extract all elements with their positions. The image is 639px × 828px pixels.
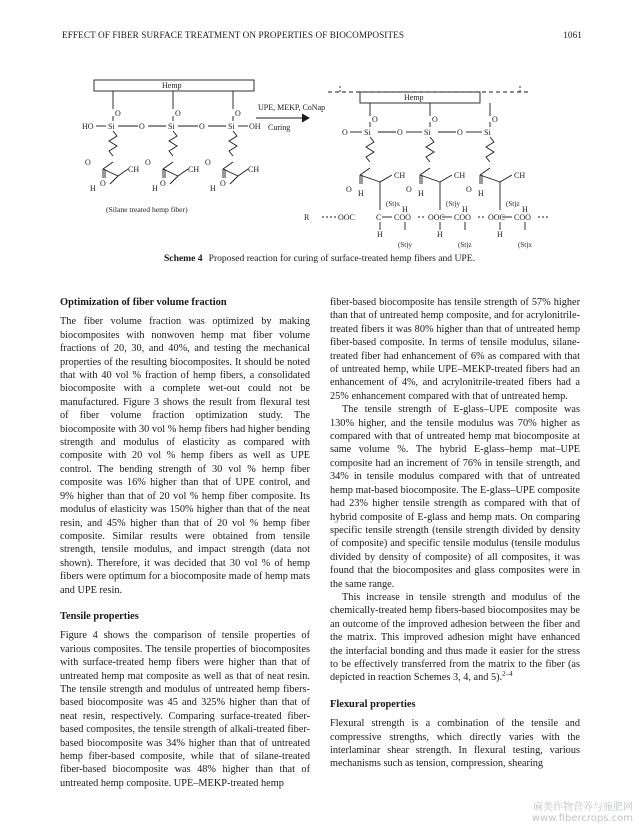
- svg-text:HO: HO: [82, 122, 94, 131]
- watermark: [532, 802, 633, 824]
- svg-text:O: O: [372, 115, 378, 124]
- svg-text:(St)x: (St)x: [518, 241, 532, 249]
- scheme-caption: [0, 253, 639, 264]
- silane-label: (Silane treated hemp fiber): [106, 205, 188, 214]
- svg-text:O: O: [160, 179, 166, 188]
- watermark-line-1: 麻类作物营养与施肥网: [533, 802, 633, 813]
- paragraph-eglass: The tensile strength of E-glass–UPE composite was 130% higher, and the tensile modulus was 70% higher as compared with that of untreated hemp mat biocomposite at same volume %. The hybrid E-glass–hemp mat–UPE composite had an increment of 76% in tensile strength, and 34% in tensile modulus compared with that of untreated hemp mat-based biocomposite. The E-glass–UPE composite had 23% higher tensile strength as compared with that of hybrid composite of E-glass and hemp mats. On comparing specific tensile strength (tensile strength divided by density of composite) and specific tensile modulus (tensile modulus divided by density of composite) of all composites, it was found that the biocomposites and glass composites were in the same range.: [330, 404, 580, 590]
- section-heading-flexural: Flexural properties: [330, 698, 416, 710]
- svg-text:H: H: [152, 184, 158, 193]
- svg-text:Si: Si: [484, 128, 491, 137]
- paragraph-fiber-volume: The fiber volume fraction was optimized by making biocomposites with nonwoven hemp mat fiber volume fractions of 20, 30, and 40%, and testing the mechanical properties of the resulting biocomposites. It should be noted that with 40 vol % fraction of hemp fibers, a consolidated biocomposite with a complete wet-out could not be manufactured. Figure 3 shows the result from flexural test of fiber volume fraction optimization study. The biocomposite with 30 vol % hemp fibers had higher bending strength and modulus of elasticity as compared with composite with 20 vol % hemp fibers as well as UPE control. The bending strength of 30 vol % hemp fiber composite was 16% higher than that of UPE control, and 9% higher than that of 20 vol % hemp fiber composite. Its modulus of elasticity was 150% higher than that of the neat resin, and 45% higher than that of 20 vol % hemp fiber composite. Similar results were obtained from tensile strength, tensile modulus, and impact strength (data not shown). Therefore, it was decided that 30 vol % of hemp fibers were optimum for a biocomposite made of hemp mats and UPE resin.: [60, 316, 310, 596]
- svg-text:O: O: [397, 128, 403, 137]
- svg-text:CH: CH: [394, 171, 406, 180]
- reaction-scheme: [60, 72, 590, 254]
- hemp-label-left: Hemp: [162, 81, 182, 90]
- svg-text:H: H: [377, 230, 383, 239]
- svg-text:(St)y: (St)y: [446, 200, 460, 208]
- svg-text:O: O: [406, 185, 412, 194]
- svg-text:R: R: [304, 213, 310, 222]
- svg-text:Si: Si: [364, 128, 371, 137]
- svg-text:H: H: [210, 184, 216, 193]
- svg-text:O: O: [432, 115, 438, 124]
- left-column: [60, 296, 310, 790]
- paragraph-adhesion: This increase in tensile strength and modulus of the chemically-treated hemp fibers-based biocomposites may be an outcome of the improved adhesion between the fiber and the matrix. This improved adhesion might have enhanced the interfacial bonding and thus made it easier for the stress to be effectively transferred from the matrix to the fiber (as depicted in reaction Schemes 3, 4, and 5).$^{2-4}$: [330, 591, 580, 684]
- svg-text:O: O: [457, 128, 463, 137]
- watermark-line-2: www.fibercrops.com: [531, 813, 633, 824]
- svg-text:O: O: [175, 109, 181, 118]
- svg-text:H: H: [418, 189, 424, 198]
- hemp-label-right: Hemp: [404, 93, 424, 102]
- section-heading-fiber-volume: Optimization of fiber volume fraction: [60, 297, 227, 308]
- svg-text:Si: Si: [168, 122, 175, 131]
- svg-text:OOC: OOC: [488, 213, 505, 222]
- svg-text:H: H: [497, 230, 503, 239]
- svg-text:(St)z: (St)z: [458, 241, 472, 249]
- svg-text:O: O: [220, 179, 226, 188]
- reference-superscript: 2–4: [502, 670, 513, 679]
- svg-text:CH: CH: [454, 171, 466, 180]
- svg-text:CH: CH: [188, 165, 200, 174]
- svg-text:COO: COO: [394, 213, 411, 222]
- running-head-title: EFFECT OF FIBER SURFACE TREATMENT ON PROPERTIES OF BIOCOMPOSITES: [62, 30, 405, 40]
- svg-text:C: C: [376, 213, 382, 222]
- svg-text:OOC: OOC: [338, 213, 355, 222]
- svg-text:COO: COO: [454, 213, 471, 222]
- svg-text:(St)z: (St)z: [506, 200, 520, 208]
- svg-text:(St)y: (St)y: [398, 241, 412, 249]
- curing-label: Curing: [268, 123, 291, 132]
- paragraph-tensile-continued: fiber-based biocomposite has tensile strength of 57% higher than that of untreated hemp composite, and for acrylonitrile-treated fibers it was 80% higher than that of untreated hemp fiber-based composite. In terms of tensile modulus, silane-treated fiber had enhancement of 6% as compared with that of untreated hemp, while UPE–MEKP-treated fibers had an enhancement of 4%, and acrylonitrile-treated fibers had a 25% enhancement compared with that of untreated hemp.: [330, 297, 580, 402]
- svg-text:H: H: [522, 205, 528, 214]
- section-heading-tensile: Tensile properties: [60, 610, 139, 622]
- svg-text:O: O: [466, 185, 472, 194]
- svg-text:H: H: [90, 184, 96, 193]
- svg-text:H: H: [437, 230, 443, 239]
- svg-text:CH: CH: [514, 171, 526, 180]
- caption-label: Scheme 4: [163, 253, 203, 264]
- svg-text:H: H: [402, 205, 408, 214]
- right-column: [330, 296, 580, 771]
- svg-text:H: H: [478, 189, 484, 198]
- svg-text:O: O: [115, 109, 121, 118]
- svg-text:CH: CH: [248, 165, 260, 174]
- svg-text:CH: CH: [128, 165, 140, 174]
- svg-text:O: O: [235, 109, 241, 118]
- reagents-label: UPE, MEKP, CoNap: [258, 103, 326, 112]
- svg-text:O: O: [346, 185, 352, 194]
- svg-text:COO: COO: [514, 213, 531, 222]
- svg-text:O: O: [199, 122, 205, 131]
- svg-text:Si: Si: [108, 122, 115, 131]
- paragraph-flexural: Flexural strength is a combination of the tensile and compressive strengths, which directly varies with the interlaminar shear strength. In flexural testing, various mechanisms such as tension, compression, shearing: [330, 718, 580, 770]
- svg-text:O: O: [205, 158, 211, 167]
- svg-text:H: H: [462, 205, 468, 214]
- svg-text:O: O: [85, 158, 91, 167]
- svg-text:O: O: [145, 158, 151, 167]
- svg-text:O: O: [100, 179, 106, 188]
- scheme-drawing: [60, 72, 590, 254]
- svg-text:Si: Si: [228, 122, 235, 131]
- svg-text:Si: Si: [424, 128, 431, 137]
- svg-text:H: H: [358, 189, 364, 198]
- paragraph-tensile: Figure 4 shows the comparison of tensile properties of various composites. The tensile properties of biocomposites with surface-treated hemp fibers were higher than that of untreated hemp mat composite as well as that of neat resin. The tensile strength and modulus of untreated hemp fibers-based biocomposite was 45 and 325% higher than that of neat resin, respectively. Comparing surface-treated fiber-based composites, the tensile strength of alkali-treated fiber-based biocomposite was 34% higher than that of untreated hemp fiber-based composite, while that of silane-treated fiber-based biocomposite was 48% higher than that of untreated hemp composite. UPE–MEKP-treated hemp: [60, 630, 310, 789]
- svg-text:O: O: [139, 122, 145, 131]
- svg-text:OH: OH: [249, 122, 261, 131]
- caption-text: Proposed reaction for curing of surface-treated hemp fibers and UPE.: [208, 253, 476, 264]
- svg-text:O: O: [342, 128, 348, 137]
- svg-text:O: O: [492, 115, 498, 124]
- svg-text:OOC: OOC: [428, 213, 445, 222]
- svg-text:(St)x: (St)x: [386, 200, 400, 208]
- page-number: 1061: [563, 30, 582, 40]
